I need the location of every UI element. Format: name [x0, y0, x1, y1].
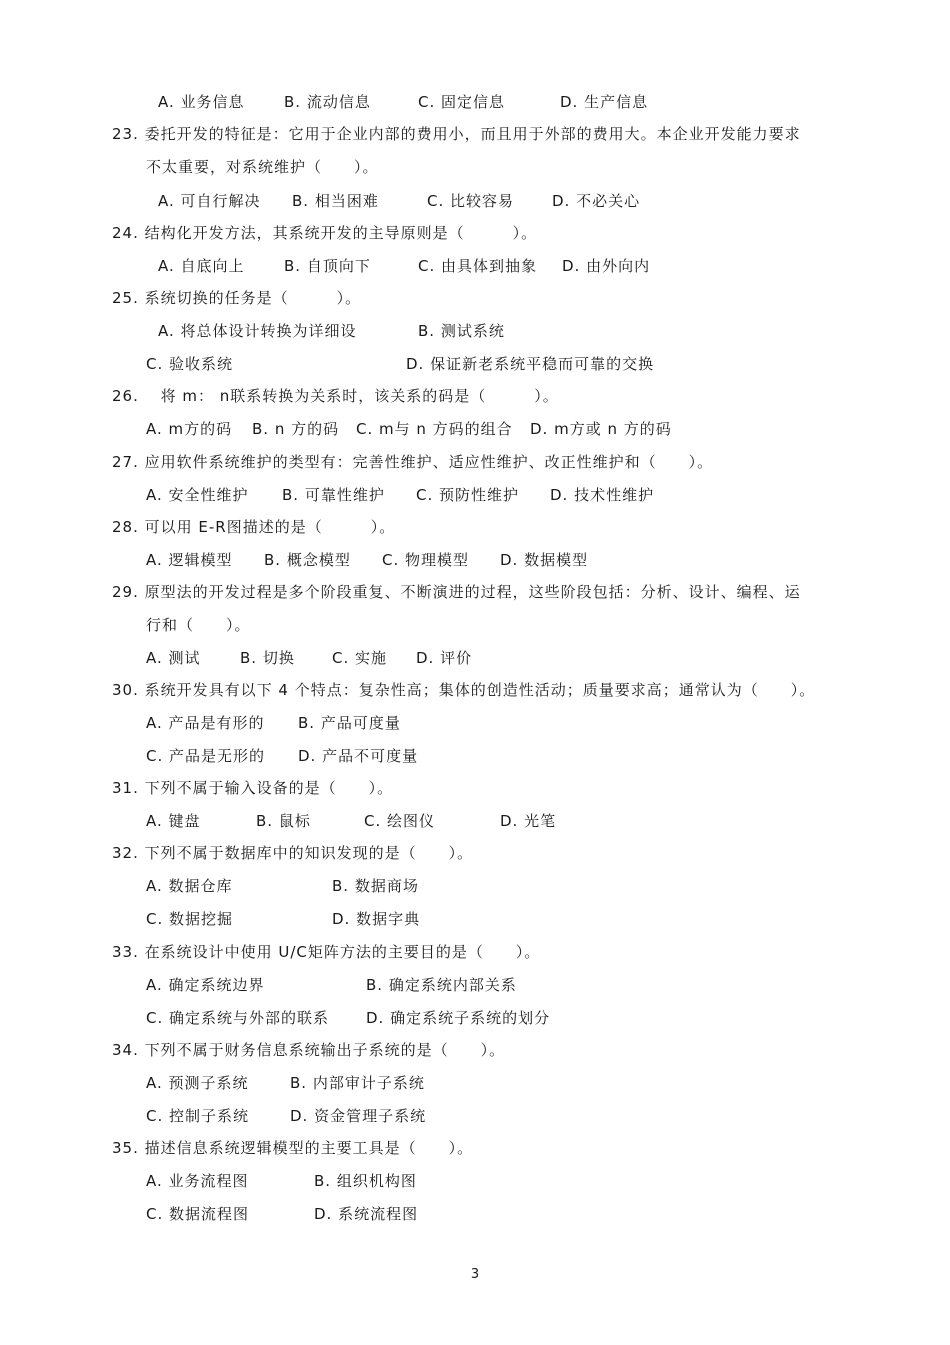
option-c: C. 数据挖掘	[146, 910, 234, 928]
option-b: B. 概念模型	[264, 551, 351, 569]
option-c: C. 固定信息	[418, 93, 506, 111]
option-b: B. 自顶向下	[284, 257, 371, 275]
option-d: D. 数据字典	[332, 910, 421, 928]
option-a: A. m方的码	[146, 420, 233, 438]
question-29-stem: 29. 原型法的开发过程是多个阶段重复、不断演进的过程，这些阶段包括：分析、设计、编程、运	[112, 583, 801, 601]
option-a: A. 数据仓库	[146, 877, 233, 895]
question-24-stem: 24. 结构化开发方法，其系统开发的主导原则是（ ）。	[112, 224, 538, 242]
option-b: B. 可靠性维护	[282, 486, 385, 504]
question-32-stem: 32. 下列不属于数据库中的知识发现的是（ ）。	[112, 844, 474, 862]
option-a: A. 键盘	[146, 812, 201, 830]
question-33-stem: 33. 在系统设计中使用 U/C矩阵方法的主要目的是（ ）。	[112, 943, 541, 961]
option-c: C. 确定系统与外部的联系	[146, 1009, 330, 1027]
option-c: C. 实施	[332, 649, 388, 667]
question-25-stem: 25. 系统切换的任务是（ ）。	[112, 289, 362, 307]
option-d: D. 数据模型	[500, 551, 589, 569]
option-d: D. 光笔	[500, 812, 557, 830]
question-28-stem: 28. 可以用 E-R图描述的是（ ）。	[112, 518, 396, 536]
option-a: A. 逻辑模型	[146, 551, 233, 569]
option-c: C. 绘图仪	[364, 812, 436, 830]
option-b: B. 测试系统	[418, 322, 505, 340]
option-c: C. 比较容易	[427, 192, 515, 210]
option-b: B. 产品可度量	[298, 714, 401, 732]
question-29-stem-cont: 行和（ ）。	[146, 616, 251, 634]
option-b: B. 相当困难	[292, 192, 379, 210]
option-b: B. 数据商场	[332, 877, 419, 895]
option-a: A. 将总体设计转换为详细设	[158, 322, 357, 340]
question-27-stem: 27. 应用软件系统维护的类型有：完善性维护、适应性维护、改正性维护和（ ）。	[112, 453, 714, 471]
option-d: D. 系统流程图	[314, 1205, 419, 1223]
option-d: D. 确定系统子系统的划分	[366, 1009, 551, 1027]
option-a: A. 业务信息	[158, 93, 245, 111]
option-d: D. 生产信息	[560, 93, 649, 111]
page-number: 3	[470, 1267, 480, 1282]
question-23-stem: 23. 委托开发的特征是：它用于企业内部的费用小，而且用于外部的费用大。本企业开发能力要求	[112, 125, 801, 143]
question-30-stem: 30. 系统开发具有以下 4 个特点：复杂性高；集体的创造性活动；质量要求高；通常认为（ ）。	[112, 681, 816, 699]
option-a: A. 测试	[146, 649, 201, 667]
option-c: C. 控制子系统	[146, 1107, 250, 1125]
option-c: C. m与 n 方码的组合	[356, 420, 513, 438]
option-c: C. 物理模型	[382, 551, 470, 569]
option-a: A. 安全性维护	[146, 486, 249, 504]
option-c: C. 产品是无形的	[146, 747, 266, 765]
option-a: A. 自底向上	[158, 257, 245, 275]
option-b: B. 流动信息	[284, 93, 371, 111]
option-a: A. 确定系统边界	[146, 976, 265, 994]
option-b: B. 内部审计子系统	[290, 1074, 425, 1092]
option-b: B. 切换	[240, 649, 295, 667]
option-d: D. 技术性维护	[550, 486, 655, 504]
option-d: D. m方或 n 方的码	[530, 420, 672, 438]
option-b: B. 鼠标	[256, 812, 311, 830]
option-b: B. 组织机构图	[314, 1172, 417, 1190]
option-a: A. 可自行解决	[158, 192, 261, 210]
option-a: A. 预测子系统	[146, 1074, 249, 1092]
option-a: A. 业务流程图	[146, 1172, 249, 1190]
option-c: C. 由具体到抽象	[418, 257, 538, 275]
option-d: D. 产品不可度量	[298, 747, 419, 765]
option-d: D. 评价	[416, 649, 473, 667]
option-d: D. 由外向内	[562, 257, 651, 275]
question-31-stem: 31. 下列不属于输入设备的是（ ）。	[112, 779, 394, 797]
option-d: D. 保证新老系统平稳而可靠的交换	[406, 355, 655, 373]
question-23-stem-cont: 不太重要，对系统维护（ ）。	[146, 158, 379, 176]
question-34-stem: 34. 下列不属于财务信息系统输出子系统的是（ ）。	[112, 1041, 506, 1059]
option-b: B. n 方的码	[252, 420, 340, 438]
option-c: C. 数据流程图	[146, 1205, 250, 1223]
option-d: D. 不必关心	[552, 192, 641, 210]
option-d: D. 资金管理子系统	[290, 1107, 427, 1125]
option-a: A. 产品是有形的	[146, 714, 265, 732]
question-26-stem: 26. 将 m： n联系转换为关系时，该关系的码是（ ）。	[112, 387, 559, 405]
question-35-stem: 35. 描述信息系统逻辑模型的主要工具是（ ）。	[112, 1139, 474, 1157]
option-b: B. 确定系统内部关系	[366, 976, 517, 994]
option-c: C. 验收系统	[146, 355, 234, 373]
option-c: C. 预防性维护	[416, 486, 520, 504]
